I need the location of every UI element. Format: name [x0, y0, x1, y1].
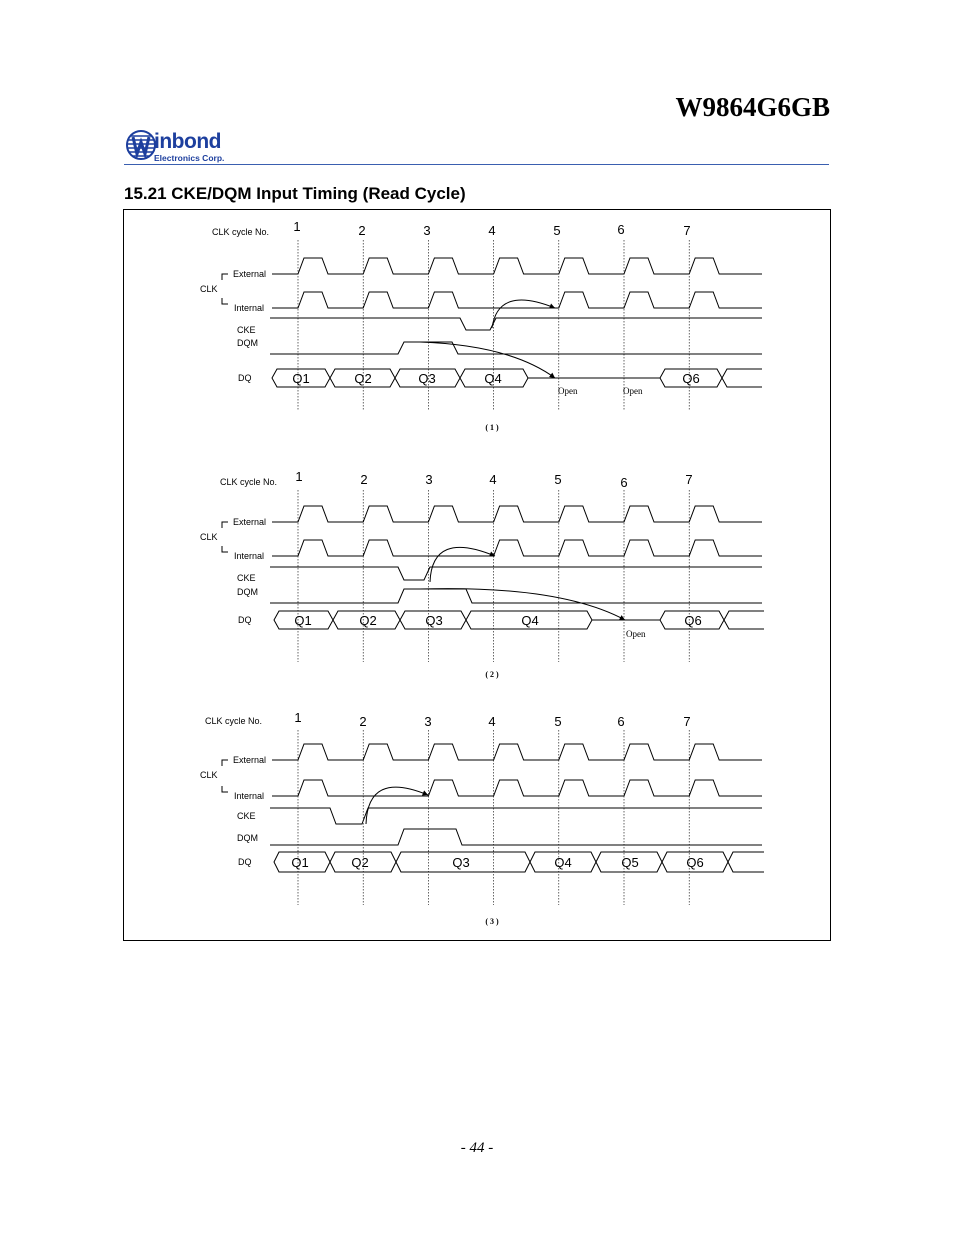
part-number: W9864G6GB [675, 92, 830, 122]
diagram-2-cycle-number: 3 [425, 472, 433, 487]
diagram-1-cycle-number: 7 [683, 223, 691, 238]
diagram-3-dqm-label: DQM [237, 833, 258, 843]
diagram-1-cycle-number: 2 [358, 223, 366, 238]
diagram-1-cycle-number: 1 [293, 219, 301, 234]
diagram-2-external-label: External [233, 517, 267, 527]
diagram-1-dqm [270, 342, 762, 354]
diagram-3-cycle-number: 2 [359, 714, 367, 729]
diagram-2-dq-label: Q6 [684, 613, 702, 628]
page-number: - 44 - [460, 1140, 494, 1156]
diagram-1-caption: ( 1 ) [485, 423, 499, 432]
diagram-1-dq-label: Q3 [418, 371, 436, 386]
diagram-3-dq-label: Q1 [291, 855, 309, 870]
diagram-1-clk-bracket-top [222, 274, 228, 280]
diagram-1-cke [270, 318, 762, 330]
diagram-3-cycle-number: 1 [294, 710, 302, 725]
diagram-3-cke-label: CKE [237, 811, 256, 821]
diagram-2-dq-label: Q2 [359, 613, 377, 628]
diagram-3-dq-next-bottom [728, 862, 764, 872]
diagram-2-dq-label: Q1 [294, 613, 312, 628]
diagram-2-dqm [270, 589, 762, 603]
diagram-1-dq-next-top [722, 369, 762, 378]
diagram-1-cycle-number: 6 [617, 222, 625, 237]
diagram-2-clk-cycle-label: CLK cycle No. [220, 477, 278, 487]
diagram-3-external-clk [272, 744, 762, 760]
diagram-2-internal-clk [272, 540, 762, 556]
diagram-2-caption: ( 2 ) [485, 670, 499, 679]
diagram-2-clk-label: CLK [200, 532, 218, 542]
diagram-1-cke-arrow [492, 300, 555, 328]
diagram-2-dq-label: Q3 [425, 613, 443, 628]
section-title: 15.21 CKE/DQM Input Timing (Read Cycle) [124, 184, 466, 203]
diagram-1-cycle-number: 5 [553, 223, 561, 238]
diagram-2-dq-next-top [724, 611, 764, 620]
diagram-3-dq-next-top [728, 852, 764, 862]
diagram-3-cke-arrow [366, 787, 428, 824]
diagram-2-dq-label: Q4 [521, 613, 539, 628]
diagram-3-clk-bracket-bottom [222, 786, 228, 792]
diagram-2-dq-next-bottom [724, 620, 764, 629]
diagram-1-dqm-arrow-head [549, 373, 555, 378]
diagram-2-cke-label: CKE [237, 573, 256, 583]
diagram-1-dq-next-bottom [722, 378, 762, 387]
diagram-2-external-clk [272, 506, 762, 522]
diagram-1-external-clk [272, 258, 762, 274]
diagram-3-internal-clk [272, 780, 762, 796]
diagram-2-clk-bracket-bottom [222, 546, 228, 552]
diagram-2-open-label: Open [626, 629, 646, 639]
diagram-1-clk-bracket-bottom [222, 298, 228, 304]
diagram-1-dq-label: DQ [238, 373, 252, 383]
diagram-3-cycle-number: 6 [617, 714, 625, 729]
diagram-1-internal-label: Internal [234, 303, 265, 313]
diagram-1-open-label: Open [623, 386, 643, 396]
diagram-1-external-label: External [233, 269, 267, 279]
diagram-2-dqm-label: DQM [237, 587, 258, 597]
diagram-3-cke [270, 808, 762, 824]
diagram-1-dqm-label: DQM [237, 338, 258, 348]
diagram-1-clk-cycle-label: CLK cycle No. [212, 227, 270, 237]
diagram-2-dq-label: DQ [238, 615, 252, 625]
diagram-3-external-label: External [233, 755, 267, 765]
diagram-2-internal-label: Internal [234, 551, 265, 561]
diagram-2-clk-bracket-top [222, 522, 228, 528]
diagram-3-clk-cycle-label: CLK cycle No. [205, 716, 263, 726]
diagram-3-internal-label: Internal [234, 791, 265, 801]
diagram-1-dq-label: Q2 [354, 371, 372, 386]
diagram-2-cke [270, 567, 762, 580]
diagram-1-cke-label: CKE [237, 325, 256, 335]
diagram-1-open-label: Open [558, 386, 578, 396]
logo-wordmark: inbond [154, 130, 221, 153]
diagram-1-dq-label: Q6 [682, 371, 700, 386]
diagram-1-cycle-number: 3 [423, 223, 431, 238]
diagram-3-dqm [270, 829, 762, 845]
diagram-3-dq-label: Q5 [621, 855, 639, 870]
diagram-1-dq-label: Q1 [292, 371, 310, 386]
diagram-3-caption: ( 3 ) [485, 917, 499, 926]
diagram-3-dq-label: Q3 [452, 855, 470, 870]
diagram-2-cycle-number: 4 [489, 472, 497, 487]
diagram-3-cycle-number: 7 [683, 714, 691, 729]
diagram-3-cycle-number: 5 [554, 714, 562, 729]
diagram-3-clk-label: CLK [200, 770, 218, 780]
diagram-1-clk-label: CLK [200, 284, 218, 294]
diagram-1-cycle-number: 4 [488, 223, 496, 238]
diagram-3-clk-bracket-top [222, 760, 228, 766]
diagram-2-cke-arrow [430, 547, 495, 582]
diagram-3-dq-label: Q6 [686, 855, 704, 870]
diagram-2-cycle-number: 6 [620, 475, 628, 490]
diagram-2-cycle-number: 2 [360, 472, 368, 487]
diagram-2-cycle-number: 7 [685, 472, 693, 487]
diagram-3-cycle-number: 3 [424, 714, 432, 729]
diagram-3-dq-label: DQ [238, 857, 252, 867]
diagram-3-dq-label: Q4 [554, 855, 572, 870]
diagram-1-dq-label: Q4 [484, 371, 502, 386]
diagram-3-cycle-number: 4 [488, 714, 496, 729]
logo-subtitle: Electronics Corp. [154, 153, 225, 163]
diagram-3-dq-label: Q2 [351, 855, 369, 870]
diagram-2-cycle-number: 1 [295, 469, 303, 484]
diagram-2-cycle-number: 5 [554, 472, 562, 487]
